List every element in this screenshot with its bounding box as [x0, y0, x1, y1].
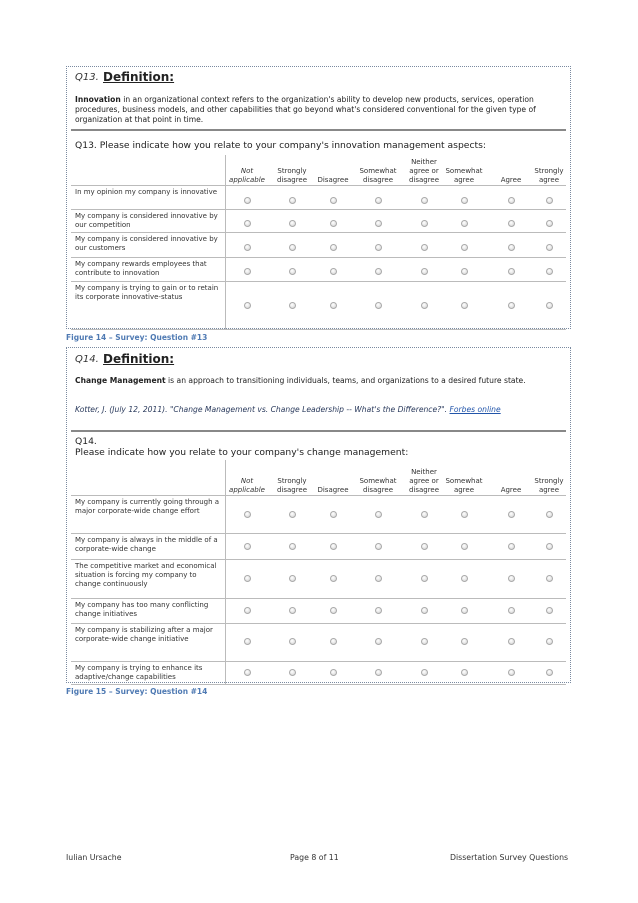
- scale-header-8-line-1: Strongly: [534, 477, 564, 485]
- q14-row-2-option-4-radio[interactable]: [375, 543, 382, 550]
- q13-row-3-option-1-radio[interactable]: [244, 244, 251, 251]
- q13-row-2-option-1-radio[interactable]: [244, 220, 251, 227]
- scale-header-5-line-1: Neither: [411, 468, 437, 476]
- q13-question: Q13. Please indicate how you relate to your company's innovation management aspects:: [75, 140, 486, 151]
- q13-row-5-option-4-radio[interactable]: [375, 302, 382, 309]
- scale-header-4-line-2: disagree: [362, 176, 394, 184]
- q14-row-2-option-8-radio[interactable]: [546, 543, 553, 550]
- q14-row-divider: [71, 684, 566, 685]
- q14-definition-term: Change Management: [75, 376, 166, 385]
- q14-row-6-option-2-radio[interactable]: [289, 669, 296, 676]
- scale-header-7-line-2: Agree: [500, 176, 522, 184]
- q13-row-3-option-8-radio[interactable]: [546, 244, 553, 251]
- q13-row-1-option-6-radio[interactable]: [461, 197, 468, 204]
- q13-row-5-option-7-radio[interactable]: [508, 302, 515, 309]
- footer-page-number: Page 8 of 11: [290, 853, 339, 862]
- scale-header-5-line-1: Neither: [411, 158, 437, 166]
- q14-row-5-option-7-radio[interactable]: [508, 638, 515, 645]
- scale-header-1-line-1: Not: [240, 167, 254, 175]
- footer-author: Iulian Ursache: [66, 853, 122, 862]
- q14-row-1-option-5-radio[interactable]: [421, 511, 428, 518]
- q14-row-3-option-4-radio[interactable]: [375, 575, 382, 582]
- q13-row-divider: [71, 185, 566, 186]
- scale-header-4-line-2: disagree: [362, 486, 394, 494]
- q13-row-4-option-2-radio[interactable]: [289, 268, 296, 275]
- q14-row-4-option-7-radio[interactable]: [508, 607, 515, 614]
- q13-row-2-option-5-radio[interactable]: [421, 220, 428, 227]
- q14-row-divider: [71, 495, 566, 496]
- q13-row-3-option-7-radio[interactable]: [508, 244, 515, 251]
- q13-row-divider: [71, 209, 566, 210]
- q14-row-4-option-1-radio[interactable]: [244, 607, 251, 614]
- q13-row-3-option-4-radio[interactable]: [375, 244, 382, 251]
- q13-row-divider: [71, 257, 566, 258]
- scale-header-1-line-2: applicable: [229, 486, 265, 494]
- q13-row-5-option-1-radio[interactable]: [244, 302, 251, 309]
- scale-header-3-line-2: Disagree: [317, 176, 349, 184]
- scale-header-4-line-1: Somewhat: [359, 477, 397, 485]
- scale-header-2-line-2: disagree: [276, 176, 308, 184]
- q13-row-1-option-7-radio[interactable]: [508, 197, 515, 204]
- q13-row-1-option-4-radio[interactable]: [375, 197, 382, 204]
- q14-row-6-option-1-radio[interactable]: [244, 669, 251, 676]
- q14-statement-1: My company is currently going through a major corporate-wide change effort: [75, 498, 220, 515]
- q13-row-divider: [71, 232, 566, 233]
- q14-definition-body: is an approach to transitioning individuals, teams, and organizations to a desired future state.: [165, 376, 526, 385]
- q13-row-1-option-3-radio[interactable]: [330, 197, 337, 204]
- q14-row-4-option-6-radio[interactable]: [461, 607, 468, 614]
- q13-row-1-option-8-radio[interactable]: [546, 197, 553, 204]
- scale-header-3-line-2: Disagree: [317, 486, 349, 494]
- q13-row-3-option-2-radio[interactable]: [289, 244, 296, 251]
- q14-statement-4: My company has too many conflicting change initiatives: [75, 601, 209, 618]
- q14-row-2-option-5-radio[interactable]: [421, 543, 428, 550]
- q13-row-4-option-8-radio[interactable]: [546, 268, 553, 275]
- q13-definition-body: in an organizational context refers to the organization's ability to develop new products, services, operation procedures, business models, and other capabilities that go beyond what's considered conventional for the given type of organization at that point in time.: [75, 95, 536, 124]
- q14-row-6-option-4-radio[interactable]: [375, 669, 382, 676]
- q14-row-1-option-1-radio[interactable]: [244, 511, 251, 518]
- scale-header-2-line-1: Strongly: [277, 477, 307, 485]
- scale-header-5-line-3: disagree: [408, 176, 440, 184]
- q14-divider: [71, 430, 566, 432]
- q14-definition-label: Definition:: [103, 352, 175, 366]
- q13-row-4-option-4-radio[interactable]: [375, 268, 382, 275]
- q14-row-2-option-6-radio[interactable]: [461, 543, 468, 550]
- scale-header-6-line-1: Somewhat: [445, 477, 483, 485]
- q14-row-3-option-8-radio[interactable]: [546, 575, 553, 582]
- q14-row-2-option-1-radio[interactable]: [244, 543, 251, 550]
- q13-row-2-option-2-radio[interactable]: [289, 220, 296, 227]
- q13-divider: [71, 129, 566, 131]
- q14-row-3-option-5-radio[interactable]: [421, 575, 428, 582]
- q14-row-2-option-2-radio[interactable]: [289, 543, 296, 550]
- q13-row-4-option-1-radio[interactable]: [244, 268, 251, 275]
- q14-row-5-option-1-radio[interactable]: [244, 638, 251, 645]
- q14-row-6-option-5-radio[interactable]: [421, 669, 428, 676]
- q13-row-4-option-5-radio[interactable]: [421, 268, 428, 275]
- q13-row-4-option-3-radio[interactable]: [330, 268, 337, 275]
- q14-row-6-option-7-radio[interactable]: [508, 669, 515, 676]
- q14-panel: [66, 347, 571, 683]
- q14-row-3-option-7-radio[interactable]: [508, 575, 515, 582]
- q14-row-divider: [71, 559, 566, 560]
- figure-15-caption: Figure 15 – Survey: Question #14: [66, 687, 208, 696]
- q13-statement-3: My company is considered innovative by our customers: [75, 235, 218, 252]
- q14-row-6-option-3-radio[interactable]: [330, 669, 337, 676]
- q14-statement-2: My company is always in the middle of a corporate-wide change: [75, 536, 218, 553]
- q13-row-5-option-8-radio[interactable]: [546, 302, 553, 309]
- q13-definition-text: [75, 95, 565, 125]
- q13-row-2-option-3-radio[interactable]: [330, 220, 337, 227]
- q14-row-4-option-3-radio[interactable]: [330, 607, 337, 614]
- figure-14-caption: Figure 14 – Survey: Question #13: [66, 333, 208, 342]
- scale-header-6-line-1: Somewhat: [445, 167, 483, 175]
- q14-row-3-option-6-radio[interactable]: [461, 575, 468, 582]
- scale-header-2-line-2: disagree: [276, 486, 308, 494]
- q14-number: Q14.: [75, 354, 99, 365]
- q13-row-2-option-6-radio[interactable]: [461, 220, 468, 227]
- q14-statement-6: My company is trying to enhance its adaptive/change capabilities: [75, 664, 203, 681]
- scale-header-8-line-1: Strongly: [534, 167, 564, 175]
- scale-header-5-line-2: agree or: [409, 167, 439, 175]
- q14-row-5-option-4-radio[interactable]: [375, 638, 382, 645]
- q13-row-1-option-1-radio[interactable]: [244, 197, 251, 204]
- q13-statement-1: In my opinion my company is innovative: [75, 188, 218, 196]
- q14-row-6-option-6-radio[interactable]: [461, 669, 468, 676]
- q13-number: Q13.: [75, 72, 99, 83]
- q13-row-1-option-2-radio[interactable]: [289, 197, 296, 204]
- q14-statement-5: My company is stabilizing after a major corporate-wide change initiative: [75, 626, 213, 643]
- q14-row-3-option-2-radio[interactable]: [289, 575, 296, 582]
- q14-row-6-option-8-radio[interactable]: [546, 669, 553, 676]
- q14-row-divider: [71, 661, 566, 662]
- q13-row-5-option-6-radio[interactable]: [461, 302, 468, 309]
- q14-row-4-option-2-radio[interactable]: [289, 607, 296, 614]
- q13-definition-label: Definition:: [103, 70, 175, 84]
- q13-row-4-option-7-radio[interactable]: [508, 268, 515, 275]
- q13-statement-4: My company rewards employees that contribute to innovation: [75, 260, 207, 277]
- q14-citation-text: Kotter, J. (July 12, 2011). "Change Management vs. Change Leadership -- What's the Difference?".: [75, 405, 450, 414]
- q14-definition-text: [75, 376, 565, 386]
- scale-header-5-line-2: agree or: [409, 477, 439, 485]
- q13-definition-term: Innovation: [75, 95, 121, 104]
- scale-header-4-line-1: Somewhat: [359, 167, 397, 175]
- q13-statement-5: My company is trying to gain or to retain its corporate innovative-status: [75, 284, 219, 301]
- q13-row-5-option-2-radio[interactable]: [289, 302, 296, 309]
- q14-row-1-option-8-radio[interactable]: [546, 511, 553, 518]
- q13-row-3-option-3-radio[interactable]: [330, 244, 337, 251]
- scale-header-1-line-1: Not: [240, 477, 254, 485]
- q13-row-divider: [71, 329, 566, 330]
- q13-row-3-option-5-radio[interactable]: [421, 244, 428, 251]
- scale-header-5-line-3: disagree: [408, 486, 440, 494]
- q13-panel: [66, 66, 571, 329]
- footer-document-title: Dissertation Survey Questions: [450, 853, 569, 862]
- q13-row-2-option-7-radio[interactable]: [508, 220, 515, 227]
- q14-row-1-option-2-radio[interactable]: [289, 511, 296, 518]
- q13-row-5-option-3-radio[interactable]: [330, 302, 337, 309]
- q14-row-1-option-3-radio[interactable]: [330, 511, 337, 518]
- q14-question: Please indicate how you relate to your company's change management:: [75, 447, 409, 458]
- q14-row-2-option-7-radio[interactable]: [508, 543, 515, 550]
- q13-statement-2: My company is considered innovative by our competition: [75, 212, 218, 229]
- q14-row-4-option-5-radio[interactable]: [421, 607, 428, 614]
- q14-row-3-option-1-radio[interactable]: [244, 575, 251, 582]
- scale-header-6-line-2: agree: [453, 176, 475, 184]
- forbes-online-link[interactable]: Forbes online: [449, 405, 501, 414]
- q14-row-5-option-3-radio[interactable]: [330, 638, 337, 645]
- q14-row-divider: [71, 623, 566, 624]
- scale-header-2-line-1: Strongly: [277, 167, 307, 175]
- q13-row-4-option-6-radio[interactable]: [461, 268, 468, 275]
- q14-row-5-option-5-radio[interactable]: [421, 638, 428, 645]
- q13-row-5-option-5-radio[interactable]: [421, 302, 428, 309]
- q14-row-5-option-6-radio[interactable]: [461, 638, 468, 645]
- q14-row-1-option-7-radio[interactable]: [508, 511, 515, 518]
- q13-row-3-option-6-radio[interactable]: [461, 244, 468, 251]
- q14-citation: [75, 405, 565, 415]
- q14-column-separator: [225, 460, 226, 684]
- q14-row-1-option-4-radio[interactable]: [375, 511, 382, 518]
- q14-row-divider: [71, 598, 566, 599]
- q14-row-5-option-8-radio[interactable]: [546, 638, 553, 645]
- q13-column-separator: [225, 155, 226, 329]
- scale-header-6-line-2: agree: [453, 486, 475, 494]
- scale-header-7-line-2: Agree: [500, 486, 522, 494]
- q14-row-4-option-8-radio[interactable]: [546, 607, 553, 614]
- q14-row-3-option-3-radio[interactable]: [330, 575, 337, 582]
- q14-row-4-option-4-radio[interactable]: [375, 607, 382, 614]
- q14-row-1-option-6-radio[interactable]: [461, 511, 468, 518]
- q14-row-divider: [71, 533, 566, 534]
- scale-header-8-line-2: agree: [538, 176, 560, 184]
- q14-row-5-option-2-radio[interactable]: [289, 638, 296, 645]
- scale-header-8-line-2: agree: [538, 486, 560, 494]
- q13-row-divider: [71, 281, 566, 282]
- q14-row-2-option-3-radio[interactable]: [330, 543, 337, 550]
- q13-row-2-option-4-radio[interactable]: [375, 220, 382, 227]
- scale-header-1-line-2: applicable: [229, 176, 265, 184]
- q14-statement-3: The competitive market and economical situation is forcing my company to change continuously: [75, 562, 217, 588]
- q13-row-2-option-8-radio[interactable]: [546, 220, 553, 227]
- q13-row-1-option-5-radio[interactable]: [421, 197, 428, 204]
- q14-question-number: Q14.: [75, 436, 97, 447]
